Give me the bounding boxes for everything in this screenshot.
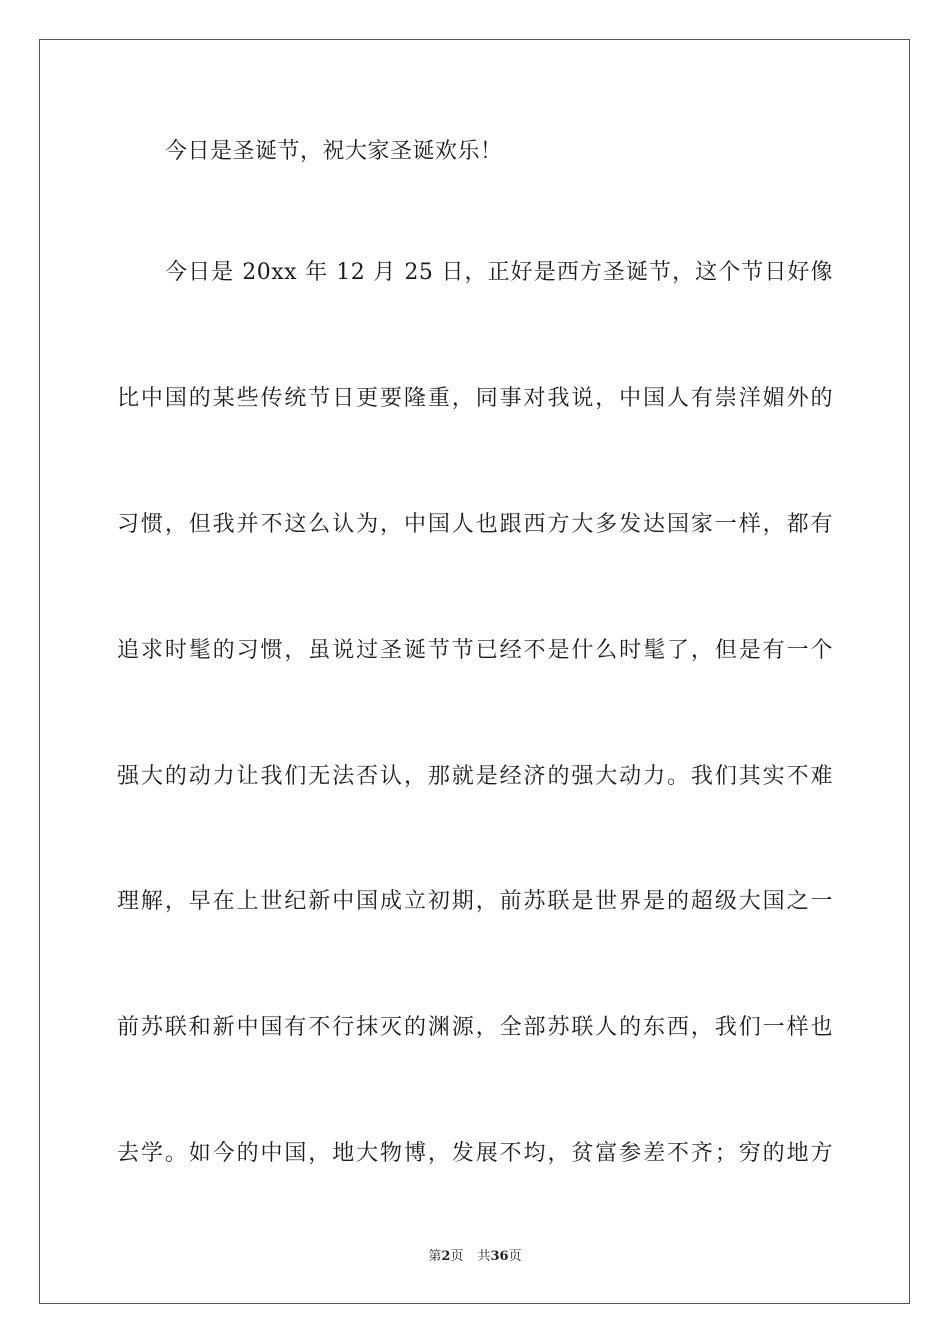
text-line-4: 追求时髦的习惯，虽说过圣诞节节已经不是什么时髦了，但是有一个 [117,638,833,663]
text-line-greeting: 今日是圣诞节，祝大家圣诞欢乐！ [165,139,503,164]
text-line-8: 去学。如今的中国，地大物博，发展不均，贫富参差不齐；穷的地方 [117,1141,833,1166]
text-line-7: 前苏联和新中国有不行抹灭的渊源，全部苏联人的东西，我们一样也 [117,1015,833,1040]
text-line-1: 今日是 20xx 年 12 月 25 日，正好是西方圣诞节，这个节日好像 [165,260,833,285]
text-line-2: 比中国的某些传统节日更要隆重，同事对我说，中国人有崇洋媚外的 [117,386,833,411]
footer-total-prefix: 共 [477,1249,491,1264]
page-footer [0,1248,950,1266]
footer-page-suffix: 页 [450,1249,464,1264]
footer-total-number: 36 [490,1249,509,1264]
footer-page-number: 2 [441,1249,451,1264]
footer-total-suffix: 页 [508,1249,522,1264]
text-line-3: 习惯，但我并不这么认为，中国人也跟西方大多发达国家一样，都有 [117,512,833,537]
footer-page-prefix: 第 [428,1249,442,1264]
text-line-6: 理解，早在上世纪新中国成立初期，前苏联是世界是的超级大国之一 [117,889,833,914]
page-border [39,39,910,1304]
text-line-5: 强大的动力让我们无法否认，那就是经济的强大动力。我们其实不难 [117,764,833,789]
